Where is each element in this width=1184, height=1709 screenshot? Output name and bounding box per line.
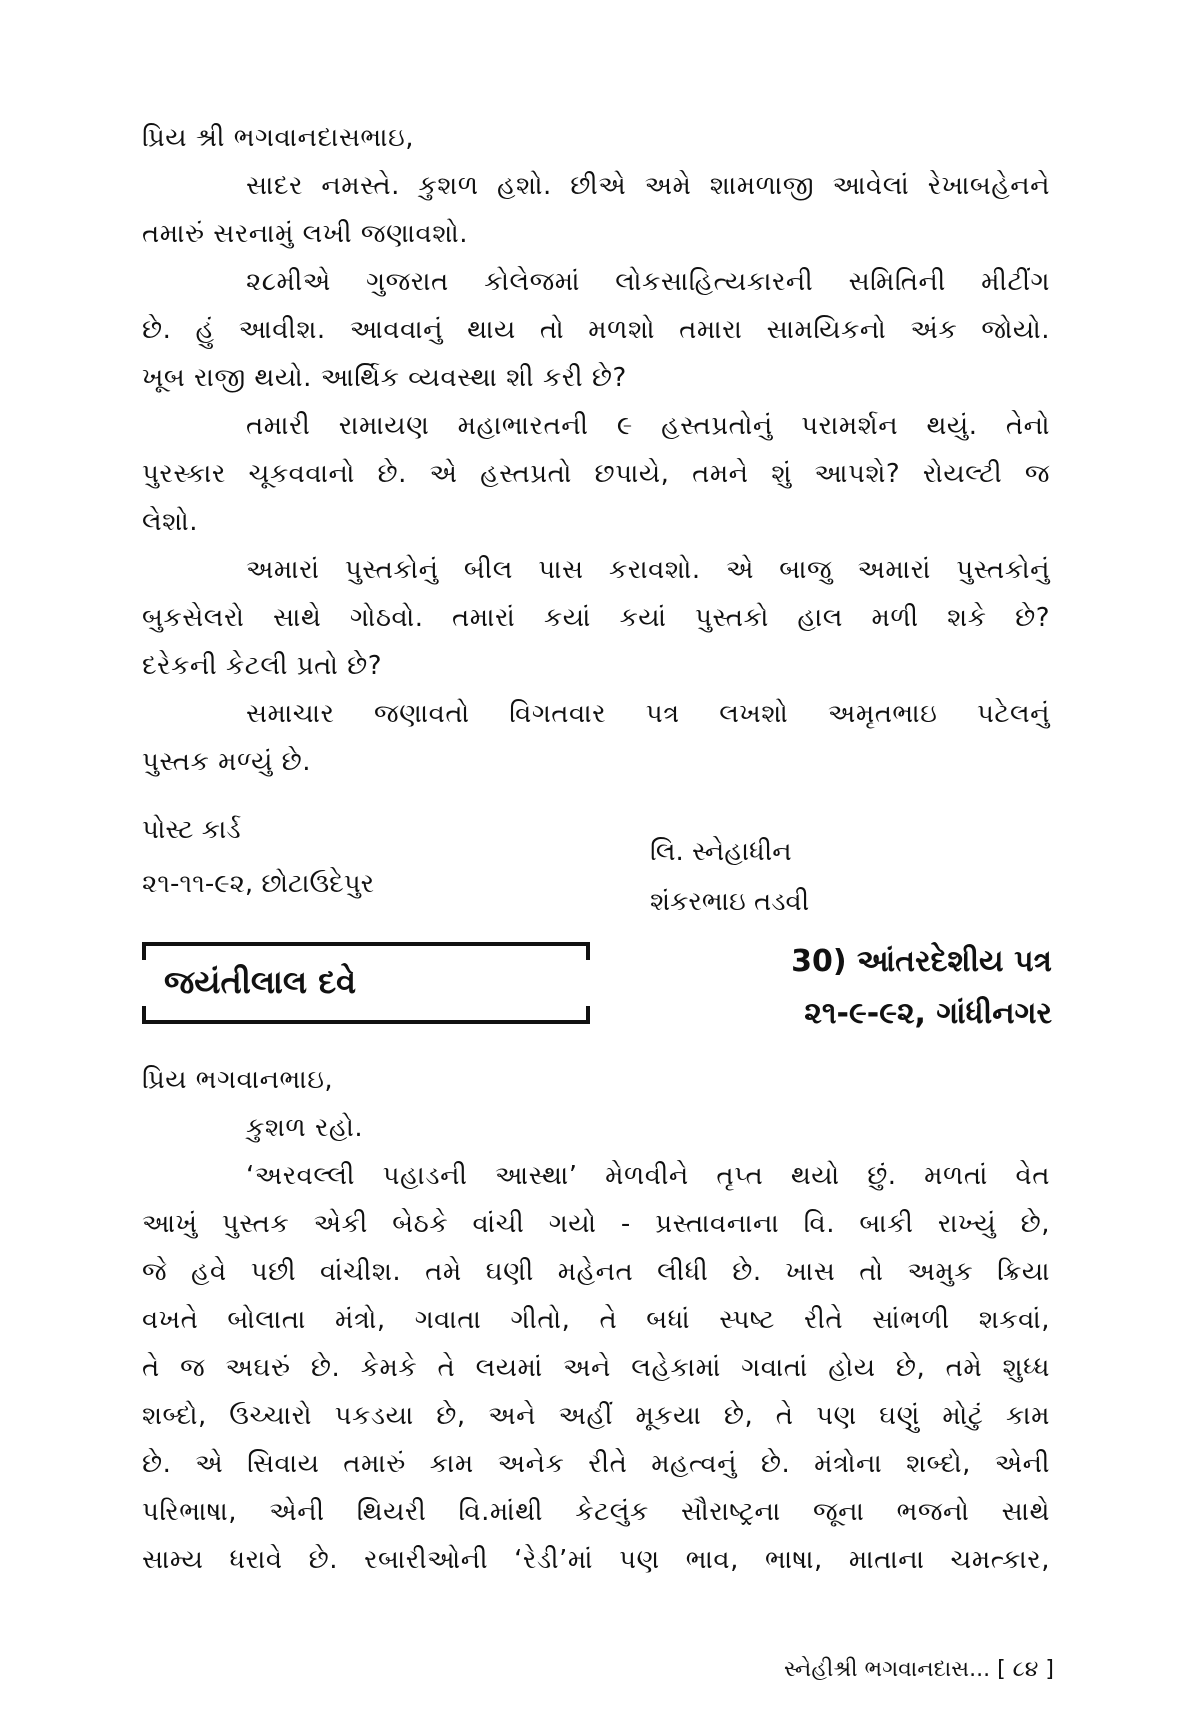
author-name-box [142, 942, 584, 1024]
page-footer: સ્નેહીશ્રી ભગવાનદાસ... [ ૮૪ ] [784, 1657, 1054, 1682]
letter-heading: 30) આંતરદેશીય પત્ર [791, 944, 1052, 979]
letter1-salutation: પ્રિય શ્રી ભગવાનદાસભાઇ, [142, 123, 415, 153]
letter2-line: શબ્દો, ઉચ્ચારો પકડયા છે, અને અહીં મૂકયા છે, તે પણ ઘણું મોટું કામ [142, 1401, 1050, 1431]
letter1-line: પુસ્તક મળ્યું છે. [142, 747, 312, 777]
letter1-line: દરેકની કેટલી પ્રતો છે? [142, 651, 383, 681]
letter1-line: બુકસેલરો સાથે ગોઠવો. તમારાં કયાં કયાં પુસ્તકો હાલ મળી શકે છે? [142, 603, 1050, 633]
letter2-salutation: પ્રિય ભગવાનભાઇ, [142, 1065, 334, 1095]
letter2-line: છે. એ સિવાય તમારું કામ અનેક રીતે મહત્વનું છે. મંત્રોના શબ્દો, એની [142, 1449, 1050, 1479]
letter1-date-place: ૨૧-૧૧-૯૨, છોટાઉદેપુર [142, 869, 375, 899]
box-bracket-bottom [142, 1006, 590, 1024]
letter2-line: વખતે બોલાતા મંત્રો, ગવાતા ગીતો, તે બધાં સ્પષ્ટ રીતે સાંભળી શકવાં, [142, 1305, 1050, 1335]
author-name: જયંતીલાલ દવે [164, 963, 357, 1001]
letter1-line: લેશો. [142, 507, 198, 537]
letter1-line: ૨૮મીએ ગુજરાત કોલેજમાં લોકસાહિત્યકારની સમિતિની મીટીંગ [246, 267, 1050, 297]
letter1-line: પુરસ્કાર ચૂકવવાનો છે. એ હસ્તપ્રતો છપાયે, તમને શું આપશે? રોયલ્ટી જ [142, 459, 1050, 489]
card-type: પોસ્ટ કાર્ડ [142, 815, 241, 845]
letter2-line: જે હવે પછી વાંચીશ. તમે ઘણી મહેનત લીધી છે. ખાસ તો અમુક ક્રિયા [142, 1257, 1050, 1287]
letter1-line: તમારું સરનામું લખી જણાવશો. [142, 219, 469, 249]
letter1-line: અમારાં પુસ્તકોનું બીલ પાસ કરાવશો. એ બાજુ અમારાં પુસ્તકોનું [246, 555, 1050, 585]
letter1-signer: શંકરભાઇ તડવી [650, 887, 810, 917]
letter2-greeting: કુશળ રહો. [246, 1113, 364, 1143]
letter1-closing: લિ. સ્નેહાધીન [650, 837, 792, 867]
box-bracket-top [142, 942, 590, 960]
letter1-line: સમાચાર જણાવતો વિગતવાર પત્ર લખશો અમૃતભાઇ પટેલનું [246, 699, 1050, 729]
letter2-line: ‘અરવલ્લી પહાડની આસ્થા’ મેળવીને તૃપ્ત થયો છું. મળતાં વેત [246, 1161, 1050, 1191]
letter1-line: સાદર નમસ્તે. કુશળ હશો. છીએ અમે શામળાજી આવેલાં રેખાબહેનને [246, 171, 1050, 201]
letter1-line: તમારી રામાયણ મહાભારતની ૯ હસ્તપ્રતોનું પરામર્શન થયું. તેનો [246, 411, 1050, 441]
letter2-line: તે જ અઘરું છે. કેમકે તે લયમાં અને લહેકામાં ગવાતાં હોય છે, તમે શુધ્ધ [142, 1353, 1050, 1383]
letter1-line: ખૂબ રાજી થયો. આર્થિક વ્યવસ્થા શી કરી છે? [142, 363, 627, 393]
letter2-line: પરિભાષા, એની થિયરી વિ.માંથી કેટલુંક સૌરાષ્ટ્રના જૂના ભજનો સાથે [142, 1497, 1050, 1527]
letter2-line: સામ્ય ધરાવે છે. રબારીઓની ‘રેડી’માં પણ ભાવ, ભાષા, માતાના ચમત્કાર, [142, 1545, 1050, 1575]
letter2-line: આખું પુસ્તક એકી બેઠકે વાંચી ગયો - પ્રસ્તાવનાના વિ. બાકી રાખ્યું છે, [142, 1209, 1050, 1239]
letter1-line: છે. હું આવીશ. આવવાનું થાય તો મળશો તમારા સામયિકનો અંક જોયો. [142, 315, 1050, 345]
letter2-date-place: ૨૧-૯-૯૨, ગાંધીનગર [804, 996, 1052, 1031]
